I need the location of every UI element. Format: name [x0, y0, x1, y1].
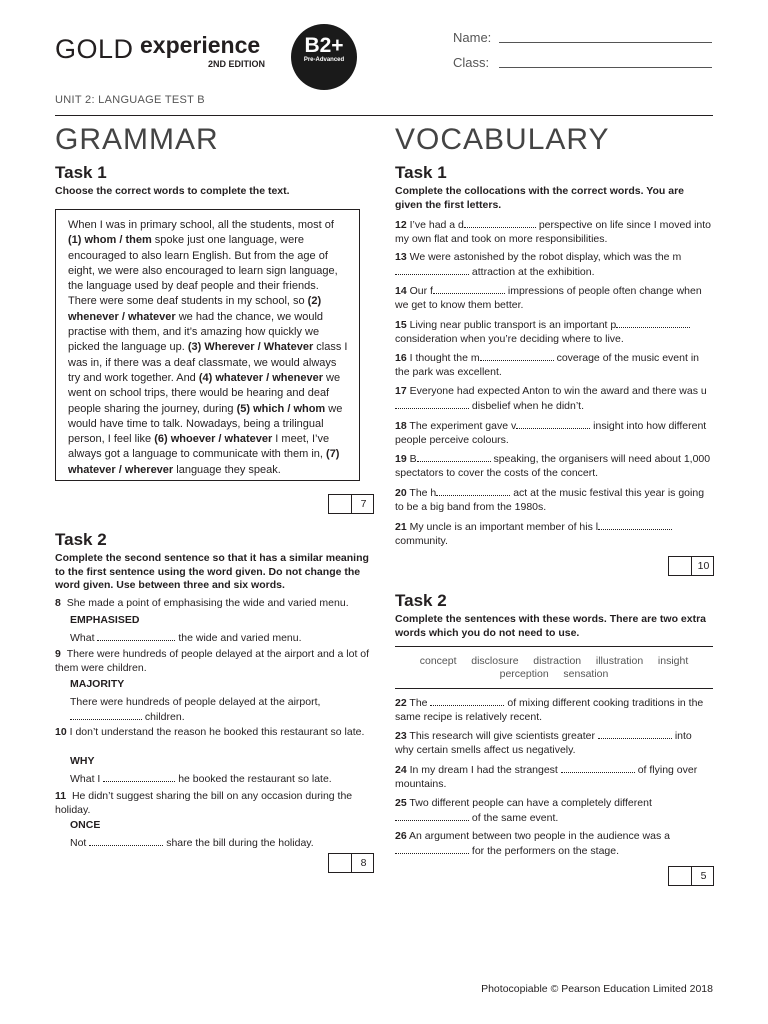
- question-13: 13 We were astonished by the robot display, which was the m attraction at the exhibition.: [395, 251, 682, 278]
- question-25: 25 Two different people can have a completely different of the same event.: [395, 797, 652, 824]
- grammar-task1-title: Task 1: [55, 163, 107, 182]
- choice-4[interactable]: (4) whatever / whenever: [198, 371, 323, 384]
- answer-blank-10[interactable]: [103, 772, 175, 782]
- name-field[interactable]: [499, 42, 712, 43]
- question-9: 9 There were hundreds of people delayed at the airport and a lot of them were children.: [55, 648, 370, 674]
- vocabulary-task1-score-box[interactable]: [668, 556, 714, 576]
- answer-blank-11[interactable]: [89, 836, 163, 846]
- keyword-8: EMPHASISED: [70, 614, 140, 626]
- answer-8: What the wide and varied menu.: [70, 632, 302, 644]
- choice-7[interactable]: (7) whatever / wherever: [68, 448, 340, 476]
- answer-blank-26[interactable]: [395, 844, 469, 854]
- grammar-task2-title: Task 2: [55, 530, 107, 549]
- question-18: 18 The experiment gave v insight into how different people perceive colours.: [395, 420, 707, 446]
- word-box-line-1: concept disclosure distraction illustration insight: [419, 655, 689, 667]
- answer-blank-23[interactable]: [598, 729, 672, 739]
- choice-6[interactable]: (6) whoever / whatever: [154, 433, 273, 446]
- keyword-10: WHY: [70, 755, 95, 767]
- vocabulary-task2-title: Task 2: [395, 591, 447, 610]
- vocabulary-task1-title: Task 1: [395, 163, 447, 182]
- question-23: 23 This research will give scientists greater into why certain smells affect us negatively.: [395, 730, 692, 756]
- question-12: 12 I’ve had a d perspective on life since I moved into my own flat and took on more responsibilities.: [395, 219, 712, 245]
- question-21: 21 My uncle is an important member of his l community.: [395, 520, 713, 548]
- reading-text-box: When I was in primary school, all the students, most of (1) whom / them spoke just one language, were encouraged to also learn English. But from the age of eight, we were also encouraged to learn sign language, the language used by deaf people and their friends. There were some deaf students in my school, so (2) whenever / whatever we had the chance, we would practise with them, and it’s amazing how quickly we picked the language up. (3) Wherever / Whatever class I was in, if there was a deaf classmate, we would always try and work together. And (4) whatever / whenever we went on school trips, there would be hearing and deaf people sharing the journey, during (5) which / whom we would have time to talk. Nowadays, being a trilingual person, I feel like (6) whoever / whatever I meet, I’ve always got a language to communicate with them in, (7) whatever / wherever language they speak.: [55, 209, 360, 481]
- answer-9: There were hundreds of people delayed at the airport, children.: [70, 696, 321, 723]
- level-badge: [291, 24, 357, 90]
- answer-blank-22[interactable]: [430, 696, 504, 706]
- answer-blank-13[interactable]: [395, 265, 469, 275]
- choice-1[interactable]: (1) whom / them: [68, 234, 152, 247]
- word-box-bottom-rule: [395, 688, 713, 689]
- question-24: 24 In my dream I had the strangest of flying over mountains.: [395, 764, 698, 790]
- question-14: 14 Our f impressions of people often change when we get to know them better.: [395, 285, 702, 311]
- vocabulary-task2-instruction: Complete the sentences with these words. There are two extra words which you do not need to use.: [395, 613, 707, 639]
- question-8: 8 She made a point of emphasising the wide and varied menu.: [55, 597, 349, 609]
- answer-10: What I he booked the restaurant so late.: [70, 773, 332, 785]
- score-total: 7: [351, 495, 375, 513]
- answer-blank-15[interactable]: [616, 318, 690, 328]
- class-field[interactable]: [499, 67, 712, 68]
- grammar-task1-instruction: Choose the correct words to complete the text.: [55, 185, 290, 197]
- keyword-11: ONCE: [70, 819, 101, 831]
- question-20: 20 The h act at the music festival this year is going to be a big band from the 1980s.: [395, 487, 705, 513]
- word-box-top-rule: [395, 646, 713, 647]
- vocabulary-heading: VOCABULARY: [395, 123, 610, 156]
- question-11: 11 He didn’t suggest sharing the bill on any occasion during the holiday.: [55, 790, 353, 816]
- answer-11: Not share the bill during the holiday.: [70, 837, 314, 849]
- answer-blank-18[interactable]: [516, 419, 590, 429]
- choice-2[interactable]: (2) whenever / whatever: [68, 295, 322, 323]
- answer-blank-14[interactable]: [433, 284, 505, 294]
- logo-experience: experience: [140, 32, 261, 58]
- answer-blank-20[interactable]: [436, 486, 510, 496]
- score-total: 5: [691, 867, 715, 885]
- copyright-footer: Photocopiable © Pearson Education Limited 2018: [481, 983, 713, 995]
- question-22: 22 The of mixing different cooking traditions in the same recipe is relatively recent.: [395, 697, 704, 723]
- class-label: Class:: [453, 55, 490, 70]
- answer-blank-21[interactable]: [598, 520, 672, 530]
- answer-blank-12[interactable]: [464, 218, 536, 228]
- word-box-line-2: perception sensation: [499, 668, 609, 680]
- answer-blank-16[interactable]: [480, 351, 554, 361]
- question-10: 10 I don’t understand the reason he booked this restaurant so late.: [55, 726, 365, 738]
- question-19: 19 B speaking, the organisers will need about 1,000 spectators to cover the costs of the concert.: [395, 453, 711, 479]
- grammar-heading: GRAMMAR: [55, 123, 219, 156]
- unit-title: UNIT 2: LANGUAGE TEST B: [55, 94, 205, 106]
- vocabulary-task1-instruction: Complete the collocations with the correct words. You are given the first letters.: [395, 185, 685, 211]
- grammar-task1-score-box[interactable]: [328, 494, 374, 514]
- choice-3[interactable]: (3) Wherever / Whatever: [187, 341, 314, 354]
- header-divider: [55, 115, 713, 116]
- badge-sub: Pre-Advanced: [303, 57, 345, 63]
- score-total: 10: [691, 557, 715, 575]
- grammar-task2-score-box[interactable]: [328, 853, 374, 873]
- question-17: 17 Everyone had expected Anton to win the award and there was u disbelief when he didn’t.: [395, 385, 707, 412]
- grammar-task2-instruction: Complete the second sentence so that it has a similar meaning to the first sentence using the word given. Do not change the word given. Use between three and six words.: [55, 552, 369, 591]
- logo-gold: GOLD: [55, 34, 134, 64]
- question-26: 26 An argument between two people in the audience was a for the performers on the stage.: [395, 830, 670, 857]
- badge-level: B2+: [304, 34, 344, 57]
- answer-blank-17[interactable]: [395, 399, 469, 409]
- keyword-9: MAJORITY: [70, 678, 125, 690]
- logo-edition: 2ND EDITION: [208, 59, 266, 69]
- score-total: 8: [351, 854, 375, 872]
- choice-5[interactable]: (5) which / whom: [236, 402, 326, 415]
- answer-blank-8[interactable]: [97, 631, 175, 641]
- name-label: Name:: [453, 30, 492, 45]
- answer-blank-25[interactable]: [395, 811, 469, 821]
- answer-blank-24[interactable]: [561, 763, 635, 773]
- answer-blank-19[interactable]: [417, 452, 491, 462]
- question-16: 16 I thought the m coverage of the music event in the park was excellent.: [395, 352, 699, 378]
- vocabulary-task2-score-box[interactable]: [668, 866, 714, 886]
- answer-blank-9[interactable]: [70, 710, 142, 720]
- question-15: 15 Living near public transport is an important p consideration when you’re deciding where to live.: [395, 318, 713, 346]
